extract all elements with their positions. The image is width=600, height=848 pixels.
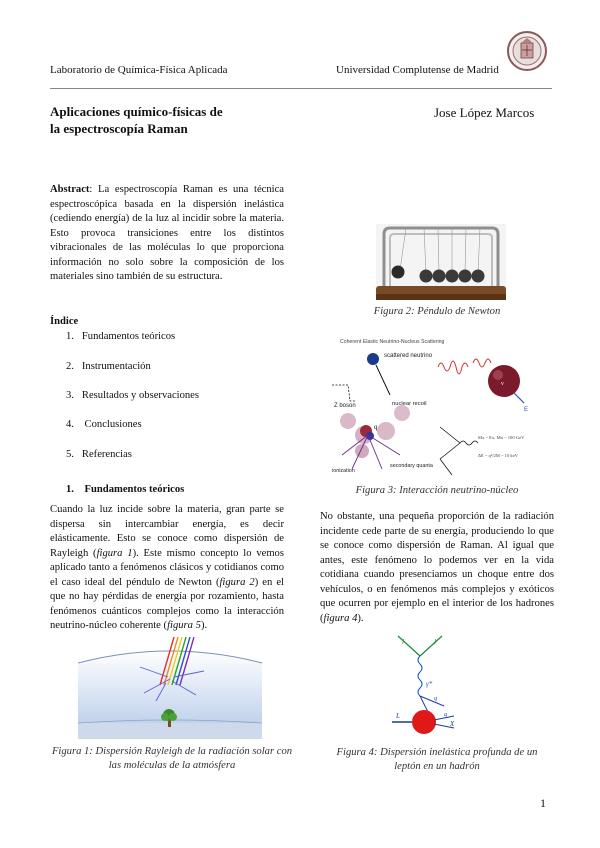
header-right: Universidad Complutense de Madrid bbox=[336, 64, 499, 76]
para-text: No obstante, una pequeña proporción de la radiación incidente cede parte de su energía, produciendo lo que se conoce como dispersión de Raman. Al igual que antes, este fenómeno lo podemos ver en la vida cotidiana cuando presenciamos un choque entre dos vehículos, o en fenómenos más complejos y exóticos que ocurren por ejemplo en el interior de los hadrones ( bbox=[320, 511, 554, 624]
section-1-heading bbox=[66, 484, 184, 495]
toc-num: 4. bbox=[66, 419, 74, 430]
figure-ref-5[interactable]: figura 5 bbox=[167, 620, 201, 631]
figure-3-caption: Figura 3: Interacción neutrino-núcleo bbox=[355, 485, 519, 496]
author: Jose López Marcos bbox=[434, 105, 535, 120]
toc-item-1[interactable] bbox=[66, 331, 175, 342]
fig4-lepton-in-label: l bbox=[402, 638, 404, 646]
fig3-secondary-label: secondary quanta bbox=[390, 463, 433, 469]
figure-1-rayleigh-image bbox=[78, 637, 262, 739]
fig3-recoil-label: nuclear recoil bbox=[392, 401, 427, 407]
header-rule bbox=[50, 88, 552, 89]
toc-item-3[interactable] bbox=[66, 390, 199, 401]
abstract-text: : La espectroscopía Raman es una técnica espectroscópica basada en la dispersión inelástica (cediendo energía) de la luz al incidir sobre la materia. Esto provoca transiciones entre los distintos vibracionales de las moléculas lo que proporciona información no solo sobre la composición de los materiales sino también de su estructura. bbox=[50, 184, 284, 282]
fig3-ionization-label: ionization bbox=[332, 468, 355, 474]
figure-1-caption: Figura 1: Dispersión Rayleigh de la radiación solar con las moléculas de la atmósfera bbox=[51, 746, 293, 771]
paragraph-right bbox=[320, 510, 554, 626]
toc-num: 2. bbox=[66, 361, 74, 372]
paragraph-left bbox=[50, 503, 284, 634]
fig3-scattered-label: scattered neutrino bbox=[384, 353, 433, 359]
fig4-gamma-label: γ* bbox=[426, 680, 433, 688]
toc-text: Instrumentación bbox=[81, 361, 151, 372]
toc-text: Referencias bbox=[81, 449, 132, 460]
figure-ref-1[interactable]: figura 1 bbox=[96, 547, 133, 559]
para-text: ) en el que no hay pérdidas de energía por rozamiento, hasta fenómenos cuánticos complejos como la interacción neutrino-núcleo coherente ( bbox=[50, 576, 284, 631]
figure-3-neutrino-nucleus-image bbox=[328, 335, 548, 477]
section-title: Fundamentos teóricos bbox=[84, 484, 185, 495]
fig4-q-label-1: q bbox=[434, 696, 437, 702]
figure-2-caption: Figura 2: Péndulo de Newton bbox=[373, 306, 501, 317]
university-crest-logo bbox=[506, 28, 548, 74]
toc-text: Fundamentos teóricos bbox=[81, 331, 176, 342]
para-text: ). bbox=[357, 612, 364, 624]
toc-item-2[interactable] bbox=[66, 361, 151, 372]
fig4-X-label: X bbox=[450, 720, 455, 728]
para-text: ). bbox=[200, 620, 208, 631]
figure-ref-4[interactable]: figura 4 bbox=[323, 612, 358, 624]
section-num: 1. bbox=[66, 484, 74, 495]
toc-num: 3. bbox=[66, 390, 74, 401]
page-number: 1 bbox=[540, 796, 546, 810]
abstract bbox=[50, 183, 284, 285]
figure-4-caption: Figura 4: Dispersión inelástica profunda de un leptón en un hadrón bbox=[336, 747, 538, 772]
fig3-q-label: q bbox=[374, 423, 378, 431]
fig3-equation-1: Mx ~ Ex, Mn ~ 100 GeV bbox=[478, 435, 525, 440]
title-line-1: Aplicaciones químico-físicas de bbox=[50, 104, 223, 119]
toc-text: Resultados y observaciones bbox=[81, 390, 200, 401]
para-text: Cuando la luz incide sobre la materia, gran parte se dispersa sin intercambiar energía, es decir elásticamente. Esto se conoce como dispersión de Rayleigh ( bbox=[50, 504, 284, 559]
toc-item-5[interactable] bbox=[66, 449, 132, 460]
toc-item-4[interactable] bbox=[66, 419, 142, 430]
header-left: Laboratorio de Química-Física Aplicada bbox=[50, 64, 228, 76]
abstract-label: Abstract bbox=[50, 184, 90, 195]
para-text: ). Este mismo concepto lo vemos aplicado tanto a fenómenos clásicos y cotidianos como el caso ideal del péndulo de Newton ( bbox=[50, 547, 284, 588]
toc-text: Conclusiones bbox=[84, 419, 142, 430]
fig3-nu-label: ν bbox=[501, 381, 504, 387]
index-heading: Índice bbox=[50, 316, 79, 327]
fig4-q-label-2: q bbox=[444, 712, 447, 718]
fig3-equation-2: ΔE ~ q²/2M ~ 10 keV bbox=[478, 453, 519, 458]
toc-num: 5. bbox=[66, 449, 74, 460]
figure-ref-2[interactable]: figura 2 bbox=[219, 576, 255, 588]
fig3-title-label: Coherent Elastic Neutrino-Nucleus Scattering bbox=[340, 339, 445, 345]
fig4-lepton-out-label: l bbox=[434, 638, 436, 646]
fig4-L-label: L bbox=[396, 712, 400, 720]
figure-2-newton-cradle-image bbox=[376, 224, 506, 300]
toc-num: 1. bbox=[66, 331, 74, 342]
title-line-2: la espectroscopía Raman bbox=[50, 121, 188, 136]
fig3-e-label: E bbox=[524, 407, 529, 413]
fig3-z-label: Z boson bbox=[334, 403, 356, 409]
figure-4-deep-inelastic-image bbox=[390, 630, 500, 738]
